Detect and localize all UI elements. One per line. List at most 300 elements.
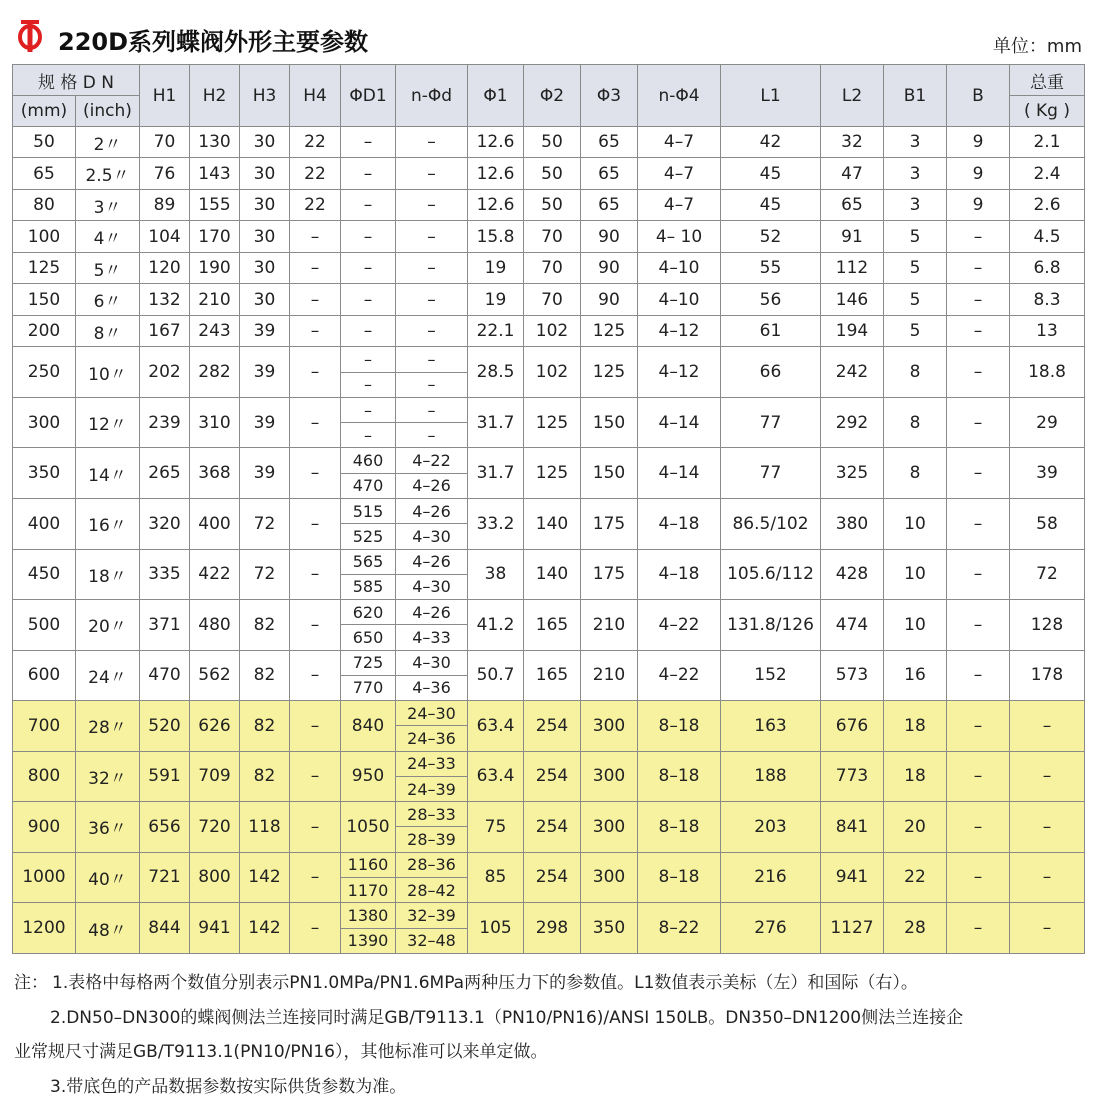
cell-b1: 20 [884, 802, 947, 853]
cell-kg: 29 [1010, 397, 1085, 448]
cell-d1-pn16: 585 [341, 574, 396, 599]
cell-b: – [947, 221, 1010, 252]
cell-inch: 36〃 [76, 802, 140, 853]
cell-l1: 77 [721, 448, 821, 499]
cell-phi1: 22.1 [468, 315, 524, 346]
table-row [13, 158, 1085, 189]
page-title: 220D系列蝶阀外形主要参数 [58, 28, 369, 56]
table-row [13, 701, 1085, 726]
cell-n4: 4–7 [638, 158, 721, 189]
cell-mm: 100 [13, 221, 76, 252]
header-h4: H4 [290, 65, 341, 127]
cell-phi2: 140 [524, 549, 581, 600]
unit-value: mm [1046, 36, 1082, 57]
cell-n4: 8–18 [638, 852, 721, 903]
cell-h1: 132 [140, 284, 190, 315]
unit-label [993, 32, 1082, 58]
cell-phi1: 15.8 [468, 221, 524, 252]
cell-h2: 800 [190, 852, 240, 903]
cell-h2: 310 [190, 397, 240, 448]
cell-phi1: 63.4 [468, 701, 524, 752]
header-phi2: Φ2 [524, 65, 581, 127]
note-line-3: 业常规尺寸满足GB/T9113.1(PN10/PN16），其他标准可以来单定做。 [14, 1042, 548, 1062]
cell-l2: 573 [821, 650, 884, 701]
cell-inch: 2〃 [76, 127, 140, 158]
cell-nd-pn16: 4–26 [396, 473, 468, 498]
cell-l1: 203 [721, 802, 821, 853]
cell-inch: 6〃 [76, 284, 140, 315]
cell-inch: 5〃 [76, 252, 140, 283]
cell-mm: 125 [13, 252, 76, 283]
table-row [13, 189, 1085, 220]
cell-kg: 72 [1010, 549, 1085, 600]
cell-kg: 2.4 [1010, 158, 1085, 189]
cell-h2: 368 [190, 448, 240, 499]
cell-h2: 422 [190, 549, 240, 600]
cell-nd-pn10: 4–30 [396, 650, 468, 675]
note-line-4: 3.带底色的产品数据参数按实际供货参数为准。 [50, 1076, 407, 1097]
cell-l2: 112 [821, 252, 884, 283]
header-mm: (mm) [13, 96, 76, 127]
header-phi3: Φ3 [581, 65, 638, 127]
cell-phi3: 65 [581, 127, 638, 158]
cell-d1-pn16: 1170 [341, 877, 396, 902]
cell-phi3: 210 [581, 650, 638, 701]
cell-kg: – [1010, 903, 1085, 954]
cell-phi3: 350 [581, 903, 638, 954]
cell-inch: 20〃 [76, 600, 140, 651]
cell-l2: 65 [821, 189, 884, 220]
cell-phi2: 165 [524, 650, 581, 701]
cell-h3: 82 [240, 701, 290, 752]
cell-b: – [947, 802, 1010, 853]
cell-mm: 50 [13, 127, 76, 158]
cell-h4: – [290, 751, 341, 802]
cell-n4: 4–10 [638, 284, 721, 315]
cell-kg: 13 [1010, 315, 1085, 346]
cell-h3: 30 [240, 127, 290, 158]
cell-kg: 128 [1010, 600, 1085, 651]
cell-b: – [947, 701, 1010, 752]
cell-nd-pn10: 4–26 [396, 600, 468, 625]
note-prefix: 注： [14, 973, 48, 993]
cell-b: 9 [947, 189, 1010, 220]
cell-h2: 282 [190, 347, 240, 398]
cell-mm: 65 [13, 158, 76, 189]
cell-phi3: 90 [581, 284, 638, 315]
cell-nd-pn16: 4–33 [396, 625, 468, 650]
cell-h3: 30 [240, 221, 290, 252]
cell-l1: 66 [721, 347, 821, 398]
header-n4: n-Φ4 [638, 65, 721, 127]
cell-phi1: 12.6 [468, 158, 524, 189]
cell-n4: 4–14 [638, 397, 721, 448]
cell-h1: 591 [140, 751, 190, 802]
cell-d1-pn10: 1380 [341, 903, 396, 928]
cell-phi2: 102 [524, 347, 581, 398]
cell-kg: – [1010, 701, 1085, 752]
parameter-table [12, 64, 1085, 954]
cell-phi2: 50 [524, 158, 581, 189]
cell-h1: 470 [140, 650, 190, 701]
cell-b: – [947, 397, 1010, 448]
cell-mm: 150 [13, 284, 76, 315]
cell-h3: 30 [240, 158, 290, 189]
cell-inch: 8〃 [76, 315, 140, 346]
cell-kg: 2.6 [1010, 189, 1085, 220]
header-d1: ΦD1 [341, 65, 396, 127]
cell-b: – [947, 252, 1010, 283]
cell-inch: 4〃 [76, 221, 140, 252]
cell-nd-pn16: 28–39 [396, 827, 468, 852]
cell-n4: 4–7 [638, 127, 721, 158]
table-row [13, 751, 1085, 776]
cell-phi3: 300 [581, 852, 638, 903]
cell-h2: 400 [190, 498, 240, 549]
cell-h1: 167 [140, 315, 190, 346]
cell-inch: 16〃 [76, 498, 140, 549]
cell-phi3: 175 [581, 498, 638, 549]
cell-l1: 42 [721, 127, 821, 158]
cell-nd-pn10: – [396, 347, 468, 372]
cell-b1: 3 [884, 127, 947, 158]
cell-mm: 800 [13, 751, 76, 802]
cell-nd-pn16: 32–48 [396, 928, 468, 954]
cell-phi3: 150 [581, 397, 638, 448]
cell-h1: 656 [140, 802, 190, 853]
cell-d1-pn16: 650 [341, 625, 396, 650]
cell-phi1: 50.7 [468, 650, 524, 701]
cell-inch: 10〃 [76, 347, 140, 398]
cell-h4: 22 [290, 189, 341, 220]
cell-h2: 155 [190, 189, 240, 220]
cell-b: 9 [947, 127, 1010, 158]
cell-nd-pn16: 24–36 [396, 726, 468, 751]
cell-h1: 265 [140, 448, 190, 499]
cell-kg: 178 [1010, 650, 1085, 701]
cell-nd-pn10: 4–26 [396, 498, 468, 523]
cell-n4: 8–18 [638, 751, 721, 802]
cell-h4: – [290, 284, 341, 315]
cell-h4: – [290, 903, 341, 954]
cell-mm: 200 [13, 315, 76, 346]
cell-d1-pn10: 565 [341, 549, 396, 574]
cell-l2: 773 [821, 751, 884, 802]
cell-mm: 80 [13, 189, 76, 220]
cell-h4: – [290, 600, 341, 651]
cell-d1: 840 [341, 701, 396, 752]
cell-d1: – [341, 284, 396, 315]
cell-h3: 30 [240, 189, 290, 220]
cell-d1-pn16: – [341, 372, 396, 397]
cell-n4: 8–22 [638, 903, 721, 954]
cell-b: – [947, 448, 1010, 499]
header-b: B [947, 65, 1010, 127]
cell-n4: 4–22 [638, 650, 721, 701]
cell-n4: 8–18 [638, 802, 721, 853]
cell-phi3: 65 [581, 158, 638, 189]
cell-inch: 3〃 [76, 189, 140, 220]
cell-d1-pn16: 525 [341, 524, 396, 549]
cell-h3: 82 [240, 751, 290, 802]
header-h3: H3 [240, 65, 290, 127]
cell-b: – [947, 498, 1010, 549]
cell-nd: – [396, 252, 468, 283]
header-l1: L1 [721, 65, 821, 127]
note-1-text: 1.表格中每格两个数值分别表示PN1.0MPa/PN1.6MPa两种压力下的参数值。L1数值表示美标（左）和国际（右）。 [52, 973, 918, 993]
cell-h4: – [290, 549, 341, 600]
cell-phi1: 41.2 [468, 600, 524, 651]
cell-mm: 600 [13, 650, 76, 701]
cell-phi1: 75 [468, 802, 524, 853]
cell-l1: 45 [721, 189, 821, 220]
cell-l2: 474 [821, 600, 884, 651]
cell-n4: 4–18 [638, 498, 721, 549]
cell-l1: 105.6/112 [721, 549, 821, 600]
cell-nd: – [396, 189, 468, 220]
cell-h1: 202 [140, 347, 190, 398]
cell-d1-pn10: – [341, 347, 396, 372]
cell-phi1: 12.6 [468, 189, 524, 220]
cell-nd-pn10: 4–22 [396, 448, 468, 473]
cell-d1: 950 [341, 751, 396, 802]
cell-phi3: 125 [581, 315, 638, 346]
cell-inch: 48〃 [76, 903, 140, 954]
cell-mm: 400 [13, 498, 76, 549]
cell-n4: 4–10 [638, 252, 721, 283]
cell-l1: 163 [721, 701, 821, 752]
cell-h4: – [290, 347, 341, 398]
cell-h1: 520 [140, 701, 190, 752]
cell-h4: 22 [290, 127, 341, 158]
cell-phi3: 90 [581, 252, 638, 283]
cell-inch: 32〃 [76, 751, 140, 802]
cell-h2: 243 [190, 315, 240, 346]
cell-kg: 8.3 [1010, 284, 1085, 315]
cell-l1: 216 [721, 852, 821, 903]
cell-phi3: 300 [581, 802, 638, 853]
cell-l2: 146 [821, 284, 884, 315]
cell-b1: 5 [884, 315, 947, 346]
cell-l2: 941 [821, 852, 884, 903]
cell-phi1: 85 [468, 852, 524, 903]
cell-h3: 39 [240, 397, 290, 448]
cell-h1: 70 [140, 127, 190, 158]
cell-b: – [947, 549, 1010, 600]
cell-nd: – [396, 158, 468, 189]
cell-d1: – [341, 221, 396, 252]
header-inch: (inch) [76, 96, 140, 127]
cell-b1: 18 [884, 751, 947, 802]
cell-kg: – [1010, 802, 1085, 853]
cell-b1: 8 [884, 347, 947, 398]
cell-phi2: 254 [524, 802, 581, 853]
cell-d1: – [341, 189, 396, 220]
cell-l1: 77 [721, 397, 821, 448]
header-h1: H1 [140, 65, 190, 127]
cell-phi1: 19 [468, 284, 524, 315]
cell-h4: – [290, 498, 341, 549]
cell-kg: – [1010, 852, 1085, 903]
cell-h1: 371 [140, 600, 190, 651]
cell-h1: 721 [140, 852, 190, 903]
cell-kg: – [1010, 751, 1085, 802]
table-row [13, 498, 1085, 523]
cell-h3: 39 [240, 315, 290, 346]
table-row [13, 315, 1085, 346]
cell-d1-pn16: – [341, 423, 396, 448]
cell-mm: 300 [13, 397, 76, 448]
cell-b1: 10 [884, 549, 947, 600]
header-h2: H2 [190, 65, 240, 127]
cell-n4: 8–18 [638, 701, 721, 752]
cell-n4: 4–14 [638, 448, 721, 499]
header-spec-dn: 规 格 D N [13, 65, 140, 96]
cell-l1: 152 [721, 650, 821, 701]
cell-nd-pn16: 4–30 [396, 574, 468, 599]
cell-mm: 350 [13, 448, 76, 499]
cell-h1: 89 [140, 189, 190, 220]
cell-phi3: 175 [581, 549, 638, 600]
cell-mm: 700 [13, 701, 76, 752]
cell-b1: 5 [884, 221, 947, 252]
cell-h2: 143 [190, 158, 240, 189]
cell-phi2: 70 [524, 221, 581, 252]
cell-b: – [947, 751, 1010, 802]
cell-inch: 24〃 [76, 650, 140, 701]
cell-b: – [947, 600, 1010, 651]
cell-kg: 4.5 [1010, 221, 1085, 252]
cell-inch: 28〃 [76, 701, 140, 752]
cell-h3: 30 [240, 252, 290, 283]
cell-kg: 58 [1010, 498, 1085, 549]
cell-d1: – [341, 158, 396, 189]
cell-h3: 72 [240, 498, 290, 549]
cell-nd-pn16: 28–42 [396, 877, 468, 902]
cell-h3: 72 [240, 549, 290, 600]
cell-l1: 55 [721, 252, 821, 283]
cell-nd-pn10: 24–30 [396, 701, 468, 726]
cell-d1-pn10: 725 [341, 650, 396, 675]
cell-d1-pn16: 1390 [341, 928, 396, 954]
cell-phi2: 140 [524, 498, 581, 549]
cell-phi2: 254 [524, 852, 581, 903]
cell-b: – [947, 347, 1010, 398]
cell-phi2: 70 [524, 252, 581, 283]
header-weight-unit: ( Kg ) [1010, 96, 1085, 127]
notes [14, 966, 1088, 1104]
cell-b1: 8 [884, 397, 947, 448]
cell-d1-pn10: 1160 [341, 852, 396, 877]
table-row [13, 549, 1085, 574]
cell-nd-pn10: 4–26 [396, 549, 468, 574]
cell-b: – [947, 650, 1010, 701]
table-row [13, 284, 1085, 315]
cell-phi1: 28.5 [468, 347, 524, 398]
cell-d1-pn10: – [341, 397, 396, 422]
cell-l2: 194 [821, 315, 884, 346]
header-b1: B1 [884, 65, 947, 127]
cell-h2: 941 [190, 903, 240, 954]
header-l2: L2 [821, 65, 884, 127]
cell-h2: 190 [190, 252, 240, 283]
table-row [13, 802, 1085, 827]
cell-d1: – [341, 252, 396, 283]
table-row [13, 221, 1085, 252]
cell-h2: 562 [190, 650, 240, 701]
cell-b1: 28 [884, 903, 947, 954]
cell-d1-pn10: 460 [341, 448, 396, 473]
cell-phi2: 50 [524, 189, 581, 220]
cell-d1-pn16: 770 [341, 675, 396, 700]
cell-h2: 626 [190, 701, 240, 752]
cell-nd: – [396, 284, 468, 315]
cell-phi1: 33.2 [468, 498, 524, 549]
table-row [13, 448, 1085, 473]
cell-d1-pn16: 470 [341, 473, 396, 498]
cell-h3: 39 [240, 347, 290, 398]
header-nd: n-Φd [396, 65, 468, 127]
cell-phi2: 50 [524, 127, 581, 158]
cell-l1: 276 [721, 903, 821, 954]
cell-phi3: 125 [581, 347, 638, 398]
cell-n4: 4–22 [638, 600, 721, 651]
cell-b1: 22 [884, 852, 947, 903]
cell-mm: 1200 [13, 903, 76, 954]
cell-phi3: 300 [581, 751, 638, 802]
cell-d1: 1050 [341, 802, 396, 853]
table-row [13, 903, 1085, 928]
cell-h3: 82 [240, 650, 290, 701]
cell-mm: 250 [13, 347, 76, 398]
cell-h4: – [290, 650, 341, 701]
cell-nd-pn16: 24–39 [396, 776, 468, 801]
note-line-2: 2.DN50–DN300的蝶阀侧法兰连接同时满足GB/T9113.1（PN10/PN16)/ANSI 150LB。DN350–DN1200侧法兰连接企 [50, 1007, 964, 1028]
cell-kg: 6.8 [1010, 252, 1085, 283]
cell-phi2: 254 [524, 701, 581, 752]
cell-h1: 104 [140, 221, 190, 252]
cell-d1: – [341, 127, 396, 158]
cell-n4: 4–18 [638, 549, 721, 600]
cell-h3: 118 [240, 802, 290, 853]
cell-phi3: 150 [581, 448, 638, 499]
cell-nd-pn10: 28–33 [396, 802, 468, 827]
cell-phi2: 298 [524, 903, 581, 954]
table-row [13, 600, 1085, 625]
cell-mm: 450 [13, 549, 76, 600]
cell-nd: – [396, 315, 468, 346]
cell-h4: – [290, 852, 341, 903]
cell-b: – [947, 284, 1010, 315]
cell-phi2: 102 [524, 315, 581, 346]
cell-h2: 130 [190, 127, 240, 158]
cell-l2: 242 [821, 347, 884, 398]
cell-l2: 428 [821, 549, 884, 600]
cell-b1: 16 [884, 650, 947, 701]
header-weight: 总重 [1010, 65, 1085, 96]
cell-l2: 47 [821, 158, 884, 189]
cell-b: – [947, 315, 1010, 346]
cell-phi1: 31.7 [468, 448, 524, 499]
cell-b1: 5 [884, 284, 947, 315]
table-row [13, 650, 1085, 675]
cell-phi3: 210 [581, 600, 638, 651]
cell-l2: 91 [821, 221, 884, 252]
cell-b1: 8 [884, 448, 947, 499]
cell-phi2: 125 [524, 397, 581, 448]
cell-nd-pn10: 32–39 [396, 903, 468, 928]
table-header [13, 65, 1085, 127]
